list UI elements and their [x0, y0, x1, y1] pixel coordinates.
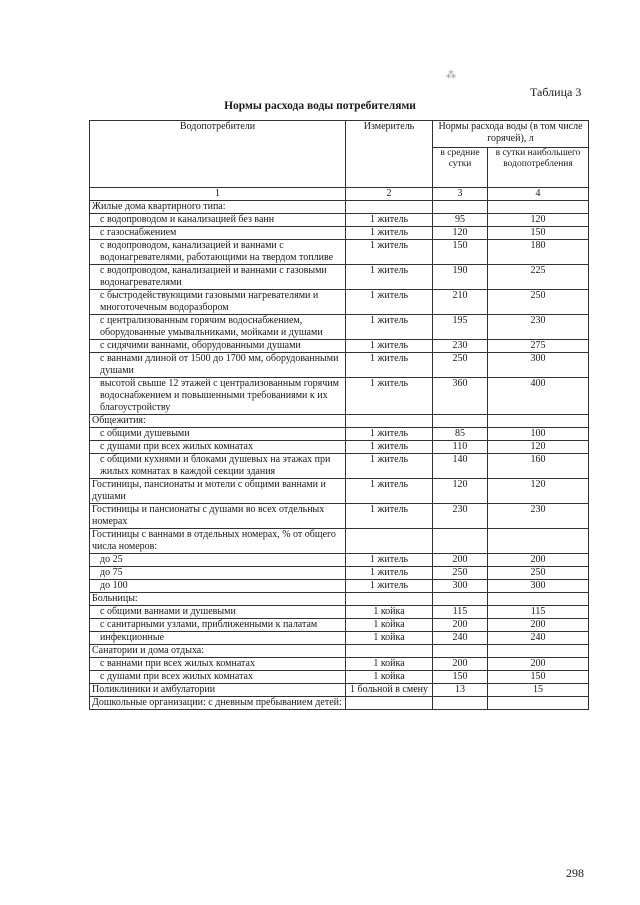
consumer-cell: Гостиницы с ваннами в отдельных номерах, % от общего числа номеров: [90, 529, 346, 554]
header-unit: Измеритель [346, 121, 433, 188]
consumer-cell: с общими душевыми [90, 428, 346, 441]
unit-cell: 1 больной в смену [346, 684, 433, 697]
consumer-cell: до 75 [90, 567, 346, 580]
average-day-cell: 230 [433, 504, 488, 529]
table-row [90, 265, 589, 290]
unit-cell [346, 645, 433, 658]
unit-cell: 1 житель [346, 214, 433, 227]
average-day-cell [433, 201, 488, 214]
consumer-cell: с централизованным горячим водоснабжением, оборудованные умывальниками, мойками и душами [90, 315, 346, 340]
peak-day-cell: 275 [488, 340, 589, 353]
consumer-cell: инфекционные [90, 632, 346, 645]
table-row [90, 658, 589, 671]
table-row [90, 567, 589, 580]
peak-day-cell: 230 [488, 504, 589, 529]
table-row [90, 697, 589, 710]
consumer-cell: с общими ваннами и душевыми [90, 606, 346, 619]
table-row [90, 619, 589, 632]
table-row [90, 201, 589, 214]
consumer-cell: с ваннами при всех жилых комнатах [90, 658, 346, 671]
average-day-cell: 230 [433, 340, 488, 353]
unit-cell: 1 житель [346, 378, 433, 415]
unit-cell: 1 койка [346, 619, 433, 632]
unit-cell: 1 койка [346, 632, 433, 645]
consumer-cell: до 100 [90, 580, 346, 593]
scan-artifact: ⁂ [446, 70, 456, 81]
table-row [90, 315, 589, 340]
header-peak-day: в сутки наибольшего водопотребления [488, 148, 589, 188]
peak-day-cell: 120 [488, 214, 589, 227]
peak-day-cell: 150 [488, 671, 589, 684]
unit-cell: 1 житель [346, 290, 433, 315]
consumer-cell: с ваннами длиной от 1500 до 1700 мм, оборудованными душами [90, 353, 346, 378]
peak-day-cell: 120 [488, 441, 589, 454]
peak-day-cell: 400 [488, 378, 589, 415]
consumer-cell: с водопроводом и канализацией без ванн [90, 214, 346, 227]
peak-day-cell: 200 [488, 658, 589, 671]
consumer-cell: с санитарными узлами, приближенными к палатам [90, 619, 346, 632]
unit-cell [346, 593, 433, 606]
average-day-cell: 13 [433, 684, 488, 697]
table-row [90, 240, 589, 265]
average-day-cell: 210 [433, 290, 488, 315]
table-row [90, 378, 589, 415]
average-day-cell: 120 [433, 479, 488, 504]
table-row [90, 504, 589, 529]
peak-day-cell: 150 [488, 227, 589, 240]
peak-day-cell: 300 [488, 353, 589, 378]
average-day-cell: 250 [433, 353, 488, 378]
table-row [90, 580, 589, 593]
consumer-cell: Гостиницы и пансионаты с душами во всех отдельных номерах [90, 504, 346, 529]
average-day-cell: 140 [433, 454, 488, 479]
unit-cell: 1 житель [346, 567, 433, 580]
document-title: Нормы расхода воды потребителями [224, 100, 416, 112]
table-row [90, 353, 589, 378]
unit-cell: 1 житель [346, 479, 433, 504]
consumer-cell: Санатории и дома отдыха: [90, 645, 346, 658]
average-day-cell [433, 645, 488, 658]
average-day-cell: 195 [433, 315, 488, 340]
unit-cell: 1 койка [346, 658, 433, 671]
peak-day-cell: 225 [488, 265, 589, 290]
unit-cell: 1 житель [346, 240, 433, 265]
average-day-cell: 250 [433, 567, 488, 580]
unit-cell [346, 529, 433, 554]
table-row [90, 593, 589, 606]
peak-day-cell [488, 201, 589, 214]
average-day-cell: 95 [433, 214, 488, 227]
peak-day-cell: 230 [488, 315, 589, 340]
peak-day-cell: 160 [488, 454, 589, 479]
table-row [90, 340, 589, 353]
unit-cell: 1 житель [346, 504, 433, 529]
peak-day-cell: 250 [488, 567, 589, 580]
consumer-cell: Жилые дома квартирного типа: [90, 201, 346, 214]
average-day-cell: 200 [433, 619, 488, 632]
consumer-cell: высотой свыше 12 этажей с централизованным горячим водоснабжением и повышенными требованиями к их благоустройству [90, 378, 346, 415]
average-day-cell [433, 415, 488, 428]
unit-cell: 1 койка [346, 671, 433, 684]
average-day-cell: 360 [433, 378, 488, 415]
consumer-cell: с газоснабжением [90, 227, 346, 240]
unit-cell: 1 житель [346, 441, 433, 454]
table-row [90, 428, 589, 441]
page-number: 298 [566, 866, 584, 880]
consumer-cell: Дошкольные организации: с дневным пребыванием детей: [90, 697, 346, 710]
table-row [90, 227, 589, 240]
average-day-cell: 115 [433, 606, 488, 619]
peak-day-cell: 200 [488, 619, 589, 632]
peak-day-cell: 200 [488, 554, 589, 567]
average-day-cell: 200 [433, 658, 488, 671]
average-day-cell [433, 593, 488, 606]
average-day-cell: 200 [433, 554, 488, 567]
consumer-cell: с душами при всех жилых комнатах [90, 441, 346, 454]
table-row [90, 529, 589, 554]
average-day-cell: 150 [433, 240, 488, 265]
table-row [90, 454, 589, 479]
unit-cell: 1 житель [346, 428, 433, 441]
average-day-cell: 120 [433, 227, 488, 240]
unit-cell [346, 697, 433, 710]
average-day-cell: 300 [433, 580, 488, 593]
table-row [90, 479, 589, 504]
table-body [90, 201, 589, 710]
table-row [90, 645, 589, 658]
header-average-day: в средние сутки [433, 148, 488, 188]
consumer-cell: с общими кухнями и блоками душевых на этажах при жилых комнатах в каждой секции здания [90, 454, 346, 479]
unit-cell [346, 201, 433, 214]
consumer-cell: до 25 [90, 554, 346, 567]
column-number: 1 [90, 188, 346, 201]
unit-cell: 1 житель [346, 315, 433, 340]
peak-day-cell: 180 [488, 240, 589, 265]
peak-day-cell [488, 415, 589, 428]
peak-day-cell: 15 [488, 684, 589, 697]
table-row [90, 415, 589, 428]
unit-cell: 1 житель [346, 340, 433, 353]
consumer-cell: с водопроводом, канализацией и ваннами с газовыми водонагревателями [90, 265, 346, 290]
table-row [90, 606, 589, 619]
table-number: Таблица 3 [530, 85, 582, 99]
unit-cell: 1 житель [346, 454, 433, 479]
unit-cell: 1 житель [346, 580, 433, 593]
average-day-cell [433, 529, 488, 554]
header-consumers: Водопотребители [90, 121, 346, 188]
table-row [90, 554, 589, 567]
average-day-cell: 150 [433, 671, 488, 684]
peak-day-cell: 300 [488, 580, 589, 593]
water-norms-table [89, 120, 589, 710]
peak-day-cell: 250 [488, 290, 589, 315]
consumer-cell: Поликлиники и амбулатории [90, 684, 346, 697]
column-number: 3 [433, 188, 488, 201]
peak-day-cell [488, 593, 589, 606]
unit-cell: 1 койка [346, 606, 433, 619]
unit-cell: 1 житель [346, 227, 433, 240]
unit-cell: 1 житель [346, 265, 433, 290]
header-norms-group: Нормы расхода воды (в том числе горячей), л [433, 121, 589, 148]
peak-day-cell: 120 [488, 479, 589, 504]
column-number: 2 [346, 188, 433, 201]
average-day-cell [433, 697, 488, 710]
table-row [90, 441, 589, 454]
column-number: 4 [488, 188, 589, 201]
peak-day-cell: 100 [488, 428, 589, 441]
consumer-cell: с сидячими ваннами, оборудованными душами [90, 340, 346, 353]
unit-cell: 1 житель [346, 554, 433, 567]
peak-day-cell [488, 697, 589, 710]
peak-day-cell [488, 529, 589, 554]
consumer-cell: с водопроводом, канализацией и ваннами с водонагревателями, работающими на твердом топливе [90, 240, 346, 265]
peak-day-cell: 240 [488, 632, 589, 645]
average-day-cell: 85 [433, 428, 488, 441]
consumer-cell: Общежития: [90, 415, 346, 428]
consumer-cell: Гостиницы, пансионаты и мотели с общими ваннами и душами [90, 479, 346, 504]
table-row [90, 214, 589, 227]
peak-day-cell: 115 [488, 606, 589, 619]
table-row [90, 290, 589, 315]
average-day-cell: 190 [433, 265, 488, 290]
table-row [90, 684, 589, 697]
unit-cell [346, 415, 433, 428]
consumer-cell: с душами при всех жилых комнатах [90, 671, 346, 684]
unit-cell: 1 житель [346, 353, 433, 378]
peak-day-cell [488, 645, 589, 658]
table-row [90, 632, 589, 645]
consumer-cell: с быстродействующими газовыми нагревателями и многоточечным водоразбором [90, 290, 346, 315]
table-row [90, 671, 589, 684]
average-day-cell: 240 [433, 632, 488, 645]
average-day-cell: 110 [433, 441, 488, 454]
consumer-cell: Больницы: [90, 593, 346, 606]
